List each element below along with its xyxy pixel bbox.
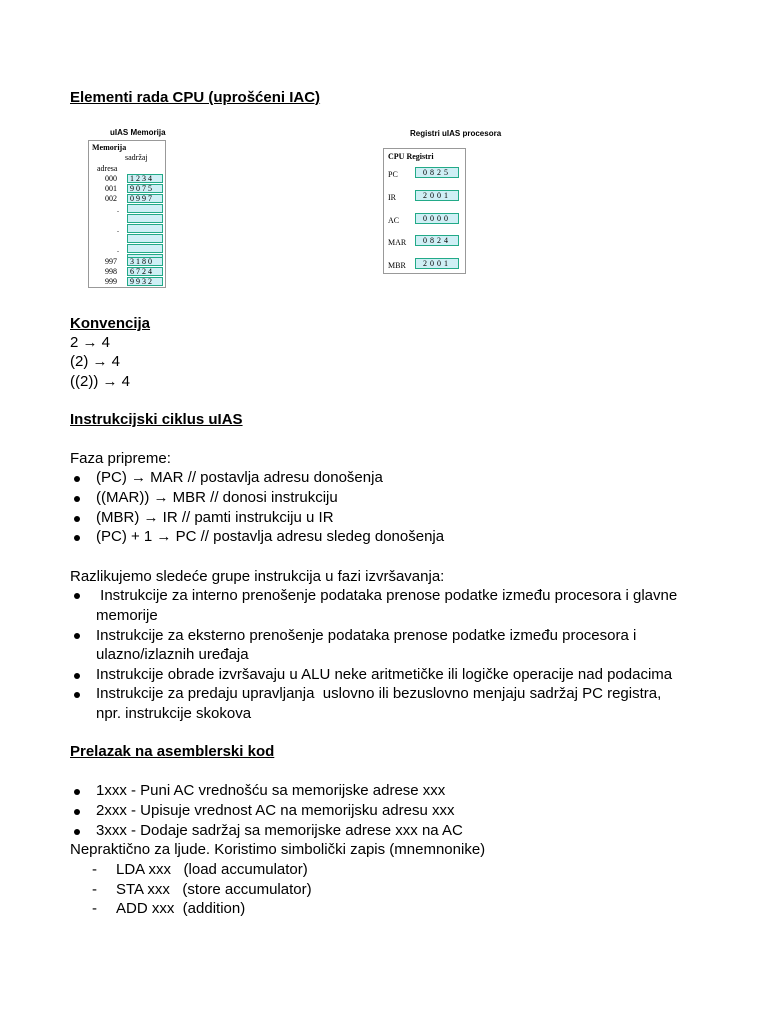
memory-cell-empty	[127, 224, 163, 233]
bullet-icon	[74, 535, 80, 541]
section-heading-asembler: Prelazak na asemblerski kod	[70, 743, 275, 760]
memory-cell-empty	[127, 234, 163, 243]
register-name: MAR	[388, 238, 407, 247]
memory-address: 997	[105, 257, 117, 266]
list-item: 3xxx - Dodaje sadržaj sa memorijske adrese xxx na AC	[96, 822, 463, 839]
list-item-continuation: npr. instrukcije skokova	[96, 705, 252, 722]
memory-ellipsis: .	[117, 205, 119, 214]
mnemonic-item: ADD xxx (addition)	[116, 900, 246, 917]
convention-line: ((2)) → 4	[70, 373, 130, 390]
bullet-icon	[74, 829, 80, 835]
bullet-icon	[74, 692, 80, 698]
memory-figure	[88, 140, 166, 288]
memory-ellipsis: .	[117, 245, 119, 254]
bullet-icon	[74, 673, 80, 679]
list-item: ((MAR)) → MBR // donosi instrukciju	[96, 489, 338, 506]
memory-cell: 9075	[127, 184, 163, 193]
memory-cell: 0997	[127, 194, 163, 203]
memory-content-header: sadržaj	[125, 153, 148, 162]
section-heading-konvencija: Konvencija	[70, 315, 151, 332]
memory-address: 000	[105, 174, 117, 183]
bullet-icon	[74, 476, 80, 482]
list-item-continuation: memorije	[96, 607, 158, 624]
list-item: (PC) → MAR // postavlja adresu donošenja	[96, 469, 383, 486]
faza-label: Faza pripreme:	[70, 450, 171, 467]
registers-figure-title: Registri uIAS procesora	[410, 129, 502, 138]
grupe-label: Razlikujemo sledeće grupe instrukcija u fazi izvršavanja:	[70, 568, 445, 585]
memory-cell-empty	[127, 214, 163, 223]
memory-address: 998	[105, 267, 117, 276]
registers-figure	[383, 148, 466, 274]
memory-address: 001	[105, 184, 117, 193]
bullet-icon	[74, 516, 80, 522]
list-item: (PC) + 1 → PC // postavlja adresu sledeg donošenja	[96, 528, 445, 545]
list-item: Instrukcije obrade izvršavaju u ALU neke aritmetičke ili logičke operacije nad podacima	[96, 666, 673, 683]
bullet-icon	[74, 789, 80, 795]
register-value: 0824	[415, 235, 459, 246]
memory-cell-empty	[127, 244, 163, 253]
mnemonic-item: STA xxx (store accumulator)	[116, 881, 312, 898]
dash-marker: -	[92, 861, 97, 878]
asembler-note: Nepraktično za ljude. Koristimo simbolički zapis (mnemnonike)	[70, 841, 486, 858]
memory-panel-label: Memorija	[92, 143, 127, 152]
list-item: 1xxx - Puni AC vrednošću sa memorijske adrese xxx	[96, 782, 446, 799]
register-name: PC	[388, 170, 398, 179]
section-heading-ciklus: Instrukcijski ciklus uIAS	[70, 411, 243, 428]
memory-address: 999	[105, 277, 117, 286]
memory-address-header: adresa	[97, 164, 118, 173]
dash-marker: -	[92, 881, 97, 898]
memory-ellipsis: .	[117, 225, 119, 234]
list-item: 2xxx - Upisuje vrednost AC na memorijsku adresu xxx	[96, 802, 455, 819]
convention-line: (2) → 4	[70, 353, 121, 370]
register-name: AC	[388, 216, 400, 225]
registers-panel-label: CPU Registri	[388, 152, 434, 161]
list-item-continuation: ulazno/izlaznih uređaja	[96, 646, 249, 663]
register-name: IR	[388, 193, 396, 202]
memory-figure-title: uIAS Memorija	[110, 128, 166, 137]
register-value: 0000	[415, 213, 459, 224]
register-value: 2001	[415, 190, 459, 201]
register-name: MBR	[388, 261, 406, 270]
list-item: Instrukcije za predaju upravljanja uslovno ili bezuslovno menjaju sadržaj PC registra,	[96, 685, 662, 702]
bullet-icon	[74, 496, 80, 502]
convention-line: 2 → 4	[70, 334, 111, 351]
list-item: (MBR) → IR // pamti instrukciju u IR	[96, 509, 334, 526]
bullet-icon	[74, 593, 80, 599]
section-heading-elements: Elementi rada CPU (uprošćeni IAC)	[70, 89, 321, 106]
memory-cell: 3180	[127, 257, 163, 266]
memory-cell-empty	[127, 204, 163, 213]
list-item: Instrukcije za interno prenošenje podataka prenose podatke između procesora i glavne	[96, 587, 678, 604]
register-value: 2001	[415, 258, 459, 269]
memory-address: 002	[105, 194, 117, 203]
mnemonic-item: LDA xxx (load accumulator)	[116, 861, 308, 878]
register-value: 0825	[415, 167, 459, 178]
bullet-icon	[74, 809, 80, 815]
memory-cell: 1234	[127, 174, 163, 183]
bullet-icon	[74, 633, 80, 639]
list-item: Instrukcije za eksterno prenošenje podataka prenose podatke između procesora i	[96, 627, 637, 644]
dash-marker: -	[92, 900, 97, 917]
memory-cell: 6724	[127, 267, 163, 276]
memory-cell: 9932	[127, 277, 163, 286]
